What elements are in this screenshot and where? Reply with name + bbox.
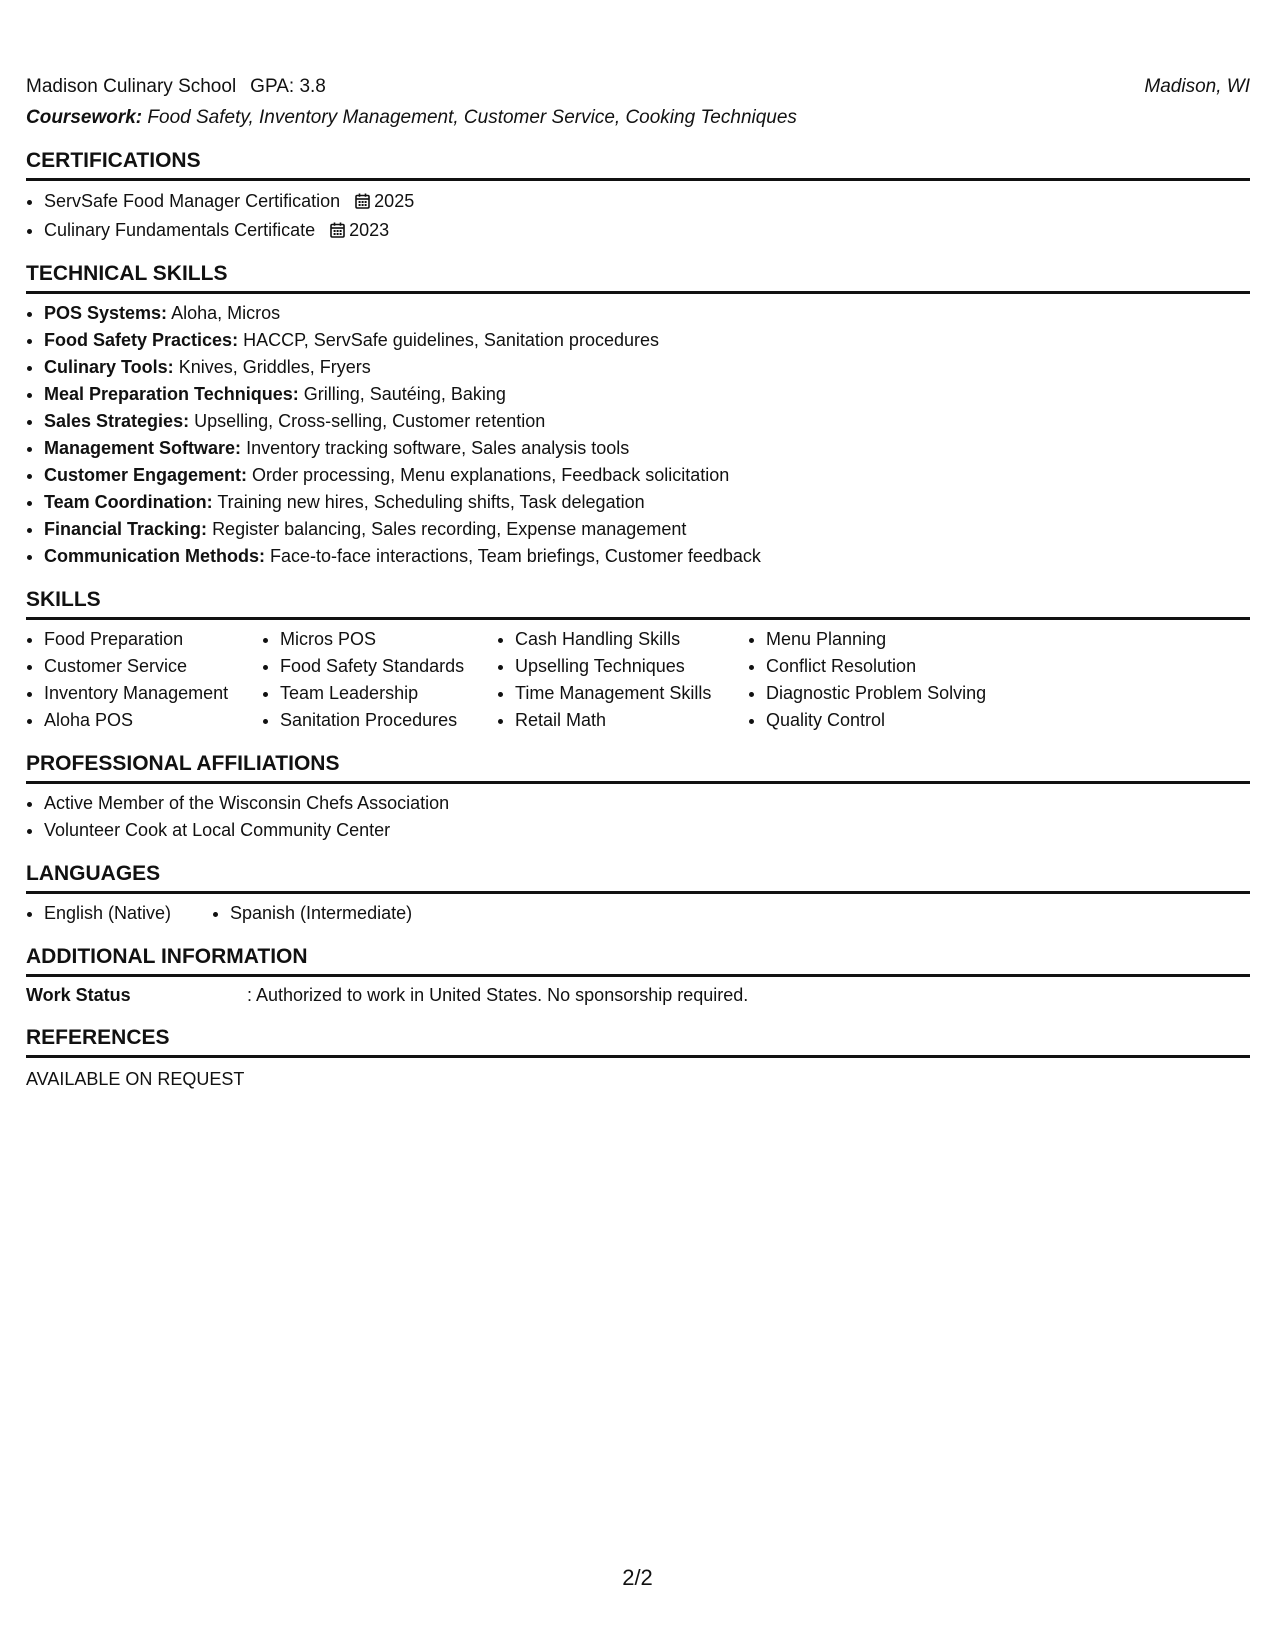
list-item: • Cash Handling Skills xyxy=(515,626,748,653)
list-item: • Customer Service xyxy=(44,653,262,680)
list-item: • Micros POS xyxy=(280,626,497,653)
technical-skills-section xyxy=(26,260,1250,570)
skill-category: Meal Preparation Techniques: xyxy=(44,384,299,404)
list-item xyxy=(44,489,1250,516)
section-title-languages: LANGUAGES xyxy=(26,860,1250,894)
list-item: • Inventory Management xyxy=(44,680,262,707)
resume-page xyxy=(26,74,1250,1092)
languages-section xyxy=(26,860,1250,927)
list-item: • Team Leadership xyxy=(280,680,497,707)
list-item xyxy=(44,543,1250,570)
skill-category: Management Software: xyxy=(44,438,242,458)
skill-values: Face-to-face interactions, Team briefings, Customer feedback xyxy=(270,546,761,566)
skill-values: Upselling, Cross-selling, Customer retention xyxy=(194,411,546,431)
skills-column xyxy=(26,626,262,734)
skill-values: Order processing, Menu explanations, Feedback solicitation xyxy=(252,465,730,485)
skill-category: Communication Methods: xyxy=(44,546,265,566)
calendar-icon xyxy=(330,222,345,238)
skill-values: Training new hires, Scheduling shifts, Task delegation xyxy=(217,492,645,512)
section-title-additional-info: ADDITIONAL INFORMATION xyxy=(26,943,1250,977)
list-item: • Active Member of the Wisconsin Chefs Association xyxy=(44,790,1250,817)
section-title-skills: SKILLS xyxy=(26,586,1250,620)
certifications-list xyxy=(26,187,1250,244)
list-item: • Retail Math xyxy=(515,707,748,734)
list-item xyxy=(44,408,1250,435)
list-item xyxy=(44,435,1250,462)
skill-values: Grilling, Sautéing, Baking xyxy=(303,384,506,404)
list-item: • Time Management Skills xyxy=(515,680,748,707)
list-item: • Volunteer Cook at Local Community Center xyxy=(44,817,1250,844)
work-status-row xyxy=(26,982,1250,1008)
coursework-list: Food Safety, Inventory Management, Customer Service, Cooking Techniques xyxy=(147,107,797,128)
list-item: • Quality Control xyxy=(766,707,1026,734)
list-item: • Food Safety Standards xyxy=(280,653,497,680)
additional-info-section xyxy=(26,943,1250,1008)
skill-category: Customer Engagement: xyxy=(44,465,248,485)
certification-year: 2025 xyxy=(374,191,415,211)
certification-name: ServSafe Food Manager Certification xyxy=(44,191,341,211)
list-item xyxy=(44,381,1250,408)
list-item: • Food Preparation xyxy=(44,626,262,653)
references-text: AVAILABLE ON REQUEST xyxy=(26,1069,245,1089)
references-section xyxy=(26,1024,1250,1092)
list-item xyxy=(44,462,1250,489)
list-item xyxy=(44,327,1250,354)
skill-values: Knives, Griddles, Fryers xyxy=(178,357,371,377)
language-column xyxy=(212,900,412,927)
skill-values: Inventory tracking software, Sales analysis tools xyxy=(246,438,630,458)
page-number: 2/2 xyxy=(622,1565,653,1590)
list-item: • English (Native) xyxy=(44,900,212,927)
list-item: • Menu Planning xyxy=(766,626,1026,653)
list-item xyxy=(44,354,1250,381)
section-title-technical-skills: TECHNICAL SKILLS xyxy=(26,260,1250,294)
list-item xyxy=(44,187,1250,216)
education-location: Madison, WI xyxy=(1144,76,1250,97)
certifications-section xyxy=(26,147,1250,244)
work-status-value: : Authorized to work in United States. No sponsorship required. xyxy=(247,985,749,1005)
list-item: • Sanitation Procedures xyxy=(280,707,497,734)
skill-values: Aloha, Micros xyxy=(171,303,281,323)
section-title-certifications: CERTIFICATIONS xyxy=(26,147,1250,181)
skill-category: Food Safety Practices: xyxy=(44,330,239,350)
coursework xyxy=(26,105,1250,131)
certification-name: Culinary Fundamentals Certificate xyxy=(44,219,316,240)
skill-values: HACCP, ServSafe guidelines, Sanitation procedures xyxy=(243,330,659,350)
certification-year: 2023 xyxy=(349,219,390,240)
list-item: • Diagnostic Problem Solving xyxy=(766,680,1026,707)
skill-category: POS Systems: xyxy=(44,303,168,323)
work-status-label: Work Status xyxy=(26,985,131,1005)
education-row xyxy=(26,74,1250,100)
affiliations-list xyxy=(26,790,1250,844)
list-item: • Conflict Resolution xyxy=(766,653,1026,680)
section-title-references: REFERENCES xyxy=(26,1024,1250,1058)
list-item xyxy=(44,300,1250,327)
skills-section xyxy=(26,586,1250,734)
skills-column xyxy=(497,626,748,734)
skill-category: Financial Tracking: xyxy=(44,519,208,539)
list-item: • Aloha POS xyxy=(44,707,262,734)
language-column xyxy=(26,900,212,927)
skill-values: Register balancing, Sales recording, Expense management xyxy=(212,519,687,539)
skills-column xyxy=(262,626,497,734)
skills-column xyxy=(748,626,1026,734)
gpa: GPA: 3.8 xyxy=(250,76,326,97)
calendar-icon xyxy=(355,193,370,209)
list-item: • Spanish (Intermediate) xyxy=(230,900,412,927)
skills-grid xyxy=(26,626,1250,734)
education-left xyxy=(26,74,326,100)
school-name: Madison Culinary School xyxy=(26,76,237,97)
list-item: • Upselling Techniques xyxy=(515,653,748,680)
skill-category: Team Coordination: xyxy=(44,492,213,512)
coursework-label: Coursework: xyxy=(26,107,143,128)
languages-list xyxy=(26,900,1250,927)
list-item xyxy=(44,516,1250,543)
list-item xyxy=(44,216,1250,245)
skill-category: Culinary Tools: xyxy=(44,357,174,377)
affiliations-section xyxy=(26,750,1250,844)
skill-category: Sales Strategies: xyxy=(44,411,190,431)
technical-skills-list xyxy=(26,300,1250,570)
section-title-affiliations: PROFESSIONAL AFFILIATIONS xyxy=(26,750,1250,784)
